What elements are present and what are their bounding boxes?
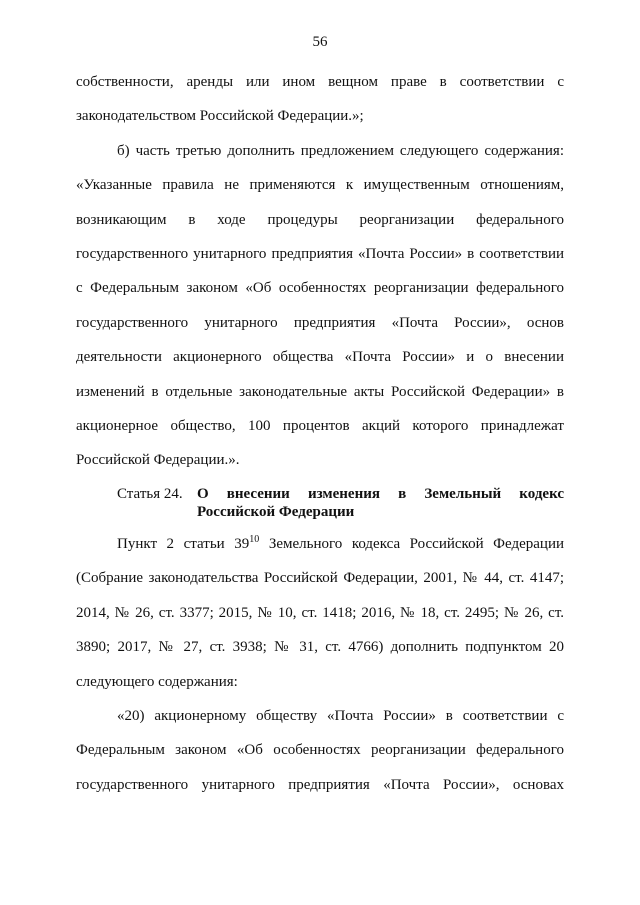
paragraph-continuation: собственности, аренды или ином вещном праве в соответствии с законодательством Российской Федерации.»; xyxy=(76,74,564,125)
paragraph-sources: (Собрание законодательства Российской Федерации, 2001, № 44, ст. 4147; 2014, № 26, ст. 3377; 2015, № 10, ст. 1418; 2016, № 18, ст. 2495; № 26, ст. 3890; 2017, № 27, ст. 3938; № 31, ст. 4766) дополнить подпунктом 20 следующего содержания: xyxy=(76,570,564,690)
article-heading xyxy=(76,485,564,521)
article-number: Статья 24. xyxy=(117,485,183,502)
paragraph-clause-intro xyxy=(76,527,564,561)
article-title: О внесении изменения в Земельный кодекс Российской Федерации xyxy=(197,485,564,520)
paragraph-subclause-20: «20) акционерному обществу «Почта России» в соответствии с Федеральным законом «Об особенностях реорганизации федерального государственного унитарного предприятия «Почта России», основах xyxy=(76,707,564,793)
clause-superscript: 10 xyxy=(249,533,260,545)
document-body xyxy=(76,65,564,802)
page-number: 56 xyxy=(312,34,328,50)
paragraph-amendment-b: б) часть третью дополнить предложением следующего содержания: «Указанные правила не применяются к имущественным отношениям, возникающим в ходе процедуры реорганизации федерального государственного унитарного предприятия «Почта России» в соответствии с Федеральным законом «Об особенностях реорганизации федерального государственного унитарного предприятия «Почта России», основ деятельности акционерного общества «Почта России» и о внесении изменений в отдельные законодательные акты Российской Федерации» в акционерное общество, 100 процентов акций которого принадлежат Российской Федерации.». xyxy=(76,142,564,469)
clause-start: Пункт 2 статьи 39 xyxy=(117,535,250,552)
clause-rest: Земельного кодекса Российской Федерации xyxy=(259,535,565,552)
